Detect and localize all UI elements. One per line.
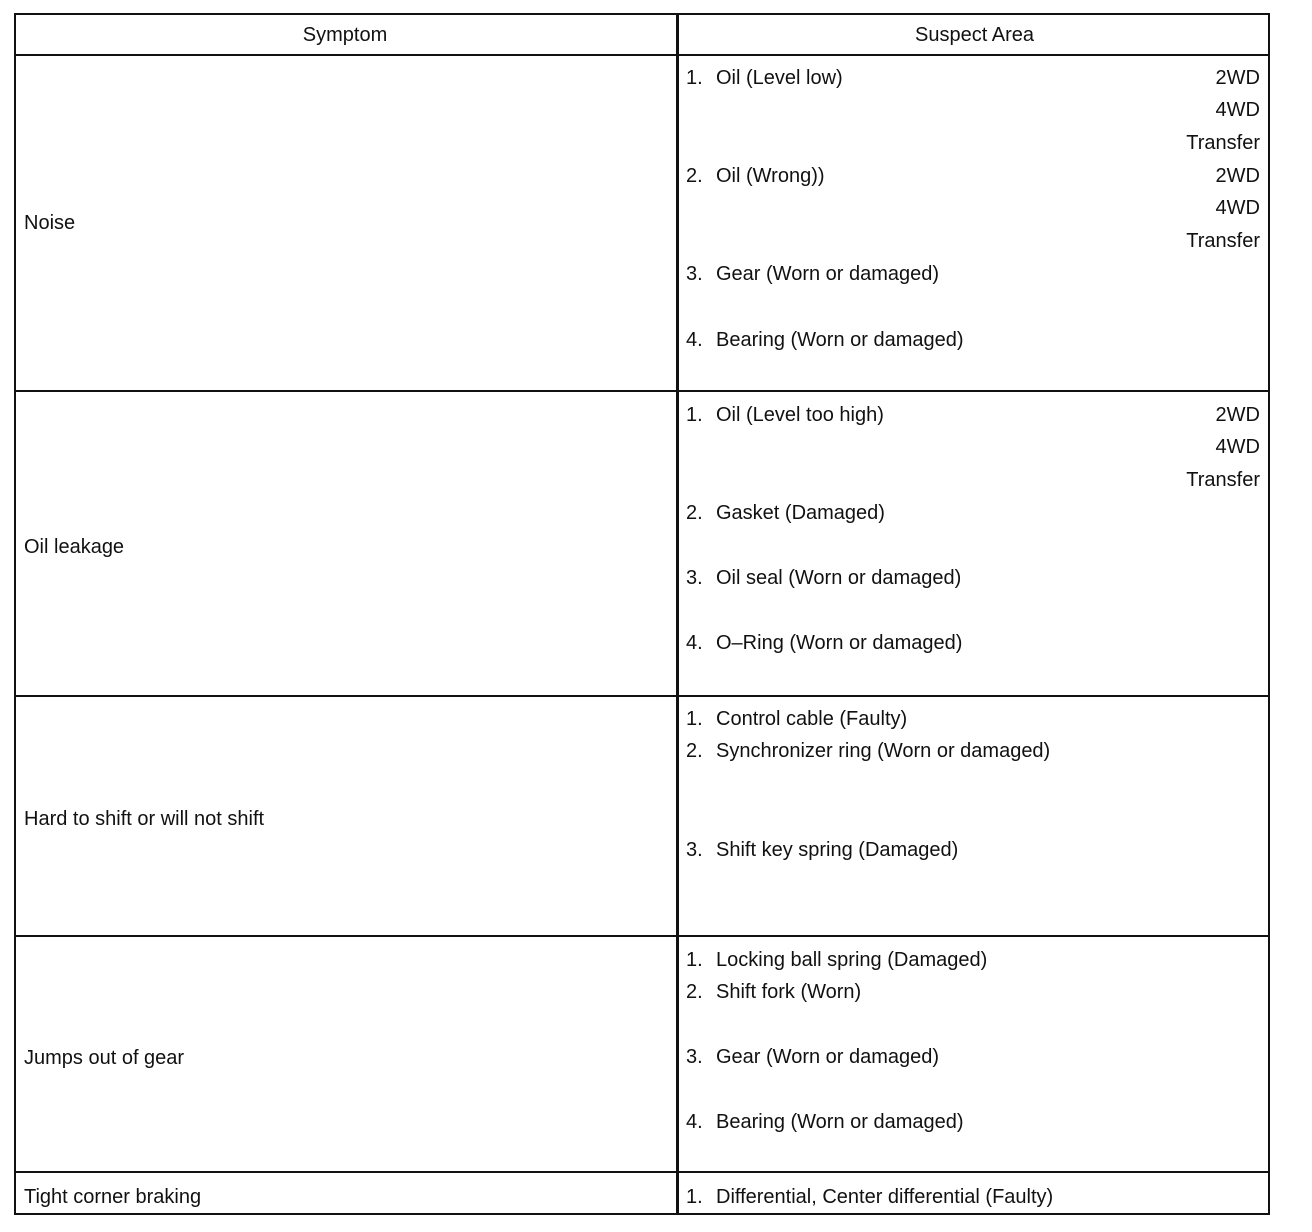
item-number: 2. (686, 502, 703, 524)
item-number: 4. (686, 1111, 703, 1133)
item-number: 1. (686, 67, 703, 89)
item-text: Oil (Wrong)) (716, 165, 825, 187)
item-text: Gear (Worn or damaged) (716, 263, 940, 285)
item-text: Locking ball spring (Damaged) (716, 949, 988, 971)
suspect-item (686, 1186, 1053, 1209)
item-text: Bearing (Worn or damaged) (716, 329, 964, 351)
item-number: 1. (686, 949, 703, 971)
item-text: Gear (Worn or damaged) (716, 1046, 940, 1068)
suspect-item (686, 708, 907, 731)
item-text: Synchronizer ring (Worn or damaged) (716, 740, 1051, 762)
item-text: Differential, Center differential (Faulty) (716, 1186, 1054, 1208)
row-divider (14, 935, 1270, 937)
suspect-item (686, 165, 825, 188)
suspect-item (686, 67, 843, 90)
item-text: O–Ring (Worn or damaged) (716, 632, 963, 654)
item-number: 2. (686, 981, 703, 1003)
item-number: 2. (686, 165, 703, 187)
drive-tag: Transfer (1186, 230, 1260, 252)
item-text: Oil (Level too high) (716, 404, 884, 426)
suspect-item (686, 502, 885, 525)
row-divider (14, 1171, 1270, 1173)
row-divider (14, 390, 1270, 392)
item-number: 4. (686, 632, 703, 654)
suspect-item (686, 740, 1050, 763)
item-text: Bearing (Worn or damaged) (716, 1111, 964, 1133)
item-number: 2. (686, 740, 703, 762)
item-number: 4. (686, 329, 703, 351)
suspect-item (686, 632, 962, 655)
item-text: Oil seal (Worn or damaged) (716, 567, 962, 589)
drive-tag: 2WD (1215, 404, 1260, 426)
suspect-item (686, 329, 964, 352)
suspect-item (686, 567, 961, 590)
item-number: 3. (686, 263, 703, 285)
item-text: Oil (Level low) (716, 67, 843, 89)
item-number: 3. (686, 567, 703, 589)
drive-tag: 4WD (1215, 99, 1260, 121)
symptom-oil-leakage: Oil leakage (24, 536, 125, 558)
item-number: 1. (686, 708, 703, 730)
symptom-jumps-out-of-gear: Jumps out of gear (24, 1047, 185, 1069)
item-number: 3. (686, 839, 703, 861)
item-number: 3. (686, 1046, 703, 1068)
suspect-item (686, 404, 884, 427)
item-text: Gasket (Damaged) (716, 502, 885, 524)
drive-tag: 4WD (1215, 436, 1260, 458)
item-text: Shift fork (Worn) (716, 981, 862, 1003)
header-suspect-area: Suspect Area (915, 24, 1034, 46)
suspect-item (686, 1111, 964, 1134)
item-text: Control cable (Faulty) (716, 708, 908, 730)
item-text: Shift key spring (Damaged) (716, 839, 959, 861)
troubleshooting-table (14, 13, 1270, 1215)
drive-tag: 4WD (1215, 197, 1260, 219)
drive-tag: 2WD (1215, 67, 1260, 89)
item-number: 1. (686, 404, 703, 426)
symptom-noise: Noise (24, 212, 76, 234)
suspect-item (686, 949, 987, 972)
row-divider (14, 695, 1270, 697)
suspect-item (686, 263, 939, 286)
table-frame (14, 13, 1270, 1215)
suspect-item (686, 1046, 939, 1069)
suspect-item (686, 981, 861, 1004)
drive-tag: 2WD (1215, 165, 1260, 187)
symptom-hard-to-shift: Hard to shift or will not shift (24, 808, 265, 830)
symptom-tight-corner-braking: Tight corner braking (24, 1186, 202, 1208)
column-divider (676, 13, 679, 1215)
drive-tag: Transfer (1186, 132, 1260, 154)
drive-tag: Transfer (1186, 469, 1260, 491)
header-symptom: Symptom (302, 24, 388, 46)
suspect-item (686, 839, 958, 862)
item-number: 1. (686, 1186, 703, 1208)
